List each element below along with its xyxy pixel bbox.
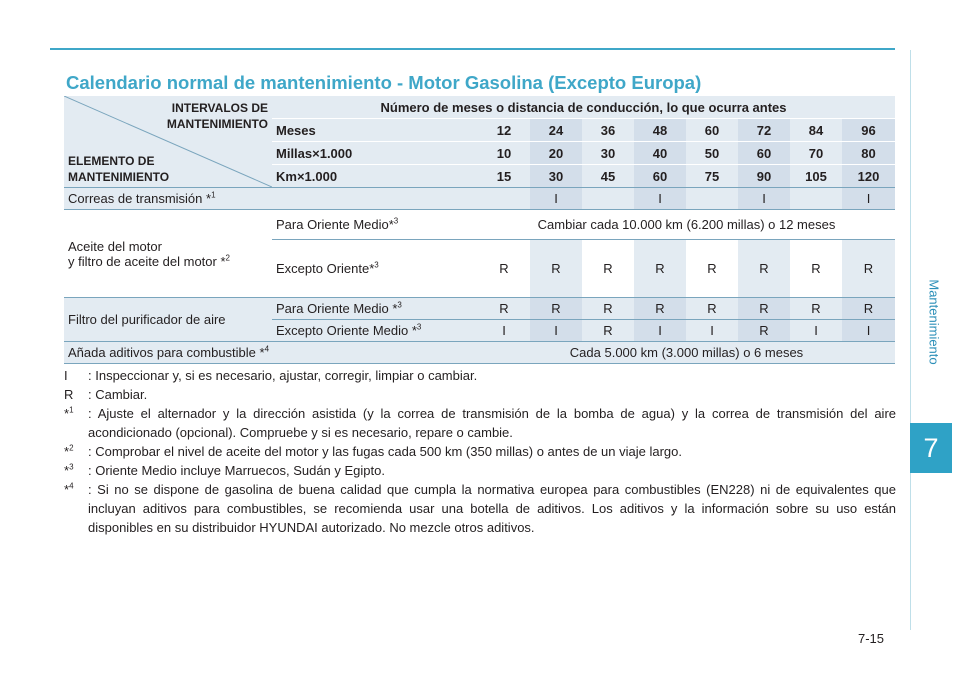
air-filter-middle-east-cell: R xyxy=(530,298,582,320)
note-item xyxy=(64,461,896,480)
oil-except-cell: R xyxy=(790,240,842,298)
air-filter-middle-east-mark: 3 xyxy=(397,300,402,310)
air-filter-except-cell: R xyxy=(582,320,634,342)
note-marker-text: R xyxy=(64,387,74,402)
oil-middle-east-label-text: Para Oriente Medio* xyxy=(276,217,394,232)
additives-row xyxy=(64,342,895,364)
km-cell: 45 xyxy=(582,165,634,188)
side-rule xyxy=(910,50,911,630)
air-filter-except-cell: I xyxy=(478,320,530,342)
air-filter-except-cell: I xyxy=(842,320,895,342)
chapter-tab: 7 xyxy=(910,423,952,473)
corner-bottom-line2: MANTENIMIENTO xyxy=(68,170,170,184)
air-filter-middle-east-cell: R xyxy=(582,298,634,320)
air-filter-except-cell: I xyxy=(686,320,738,342)
note-marker xyxy=(64,385,73,404)
oil-label-line1: Aceite del motor xyxy=(68,238,162,254)
note-item xyxy=(64,385,896,404)
note-text: : Ajuste el alternador y la dirección asistida (y la correa de transmisión de la bomba de agua) y la correa de transmisión del aire acondicionado (opcional). Compruebe y si es necesario, repare o cambie. xyxy=(88,406,896,440)
air-filter-middle-east-row xyxy=(64,298,895,320)
miles-cell: 10 xyxy=(478,142,530,165)
belts-cell xyxy=(582,188,634,210)
corner-top-line1: INTERVALOS DE xyxy=(171,101,268,115)
oil-except-cell: R xyxy=(842,240,895,298)
belts-cell: I xyxy=(530,188,582,210)
km-cell: 120 xyxy=(842,165,895,188)
months-label: Meses xyxy=(272,119,478,142)
oil-except-label xyxy=(272,240,478,298)
note-marker-text: * xyxy=(64,463,70,478)
oil-except-cell: R xyxy=(530,240,582,298)
air-filter-middle-east-cell: R xyxy=(790,298,842,320)
note-marker-text: * xyxy=(64,406,70,421)
air-filter-except-cell: I xyxy=(634,320,686,342)
note-marker-text: * xyxy=(64,482,70,497)
air-filter-except-cell: R xyxy=(738,320,790,342)
section-title: Calendario normal de mantenimiento - Motor Gasolina (Excepto Europa) xyxy=(66,72,702,93)
belts-cell: I xyxy=(842,188,895,210)
belts-row xyxy=(64,188,895,210)
km-cell: 30 xyxy=(530,165,582,188)
note-item xyxy=(64,366,896,385)
note-marker xyxy=(64,366,68,385)
km-cell: 60 xyxy=(634,165,686,188)
note-marker xyxy=(64,404,74,423)
oil-except-cell: R xyxy=(634,240,686,298)
air-filter-label: Filtro del purificador de aire xyxy=(64,298,272,342)
air-filter-except-mark: 3 xyxy=(416,322,422,332)
oil-label-line2: y filtro de aceite del motor * xyxy=(68,253,226,269)
months-cell: 72 xyxy=(738,119,790,142)
note-text: : Comprobar el nivel de aceite del motor y las fugas cada 500 km (350 millas) o antes de un viaje largo. xyxy=(88,444,682,459)
additives-label xyxy=(64,342,478,364)
oil-footnote-mark: 2 xyxy=(225,253,230,263)
note-marker-sup: 3 xyxy=(69,462,74,472)
months-cell: 60 xyxy=(686,119,738,142)
corner-item-label xyxy=(68,153,169,185)
air-filter-middle-east-cell: R xyxy=(634,298,686,320)
note-marker-text: I xyxy=(64,368,68,383)
section-side-label: Mantenimiento xyxy=(926,279,942,365)
miles-cell: 70 xyxy=(790,142,842,165)
oil-except-mark: 3 xyxy=(374,260,379,270)
note-marker-sup: 2 xyxy=(69,443,74,453)
km-label: Km×1.000 xyxy=(272,165,478,188)
note-marker xyxy=(64,461,74,480)
note-text: : Si no se dispone de gasolina de buena calidad que cumpla la normativa europea para combustibles (EN228) ni de equivalentes que incluyan aditivos para combustibles, se recomienda usar una botella de aditivos. Los aditivos y la información sobre su uso están disponibles en su distribuidor HYUNDAI autorizado. No mezcle otros aditivos. xyxy=(88,482,896,535)
belts-cell: I xyxy=(738,188,790,210)
months-cell: 36 xyxy=(582,119,634,142)
page-number: 7-15 xyxy=(858,631,885,646)
note-marker-sup: 1 xyxy=(69,405,74,415)
miles-cell: 30 xyxy=(582,142,634,165)
legend-notes xyxy=(64,366,896,537)
months-cell: 96 xyxy=(842,119,895,142)
additives-footnote-mark: 4 xyxy=(264,344,270,354)
km-cell: 105 xyxy=(790,165,842,188)
note-text: : Oriente Medio incluye Marruecos, Sudán y Egipto. xyxy=(88,463,385,478)
table-corner-cell xyxy=(64,96,272,188)
belts-cell xyxy=(686,188,738,210)
months-cell: 12 xyxy=(478,119,530,142)
air-filter-middle-east-cell: R xyxy=(738,298,790,320)
additives-label-text: Añada aditivos para combustible * xyxy=(68,345,265,360)
km-cell: 75 xyxy=(686,165,738,188)
additives-text: Cada 5.000 km (3.000 millas) o 6 meses xyxy=(478,342,895,364)
corner-bottom-line1: ELEMENTO DE xyxy=(68,154,155,168)
corner-interval-label xyxy=(167,100,268,132)
note-marker xyxy=(64,480,74,499)
oil-middle-east-mark: 3 xyxy=(393,216,399,226)
months-cell: 84 xyxy=(790,119,842,142)
miles-cell: 60 xyxy=(738,142,790,165)
oil-except-cell: R xyxy=(582,240,634,298)
air-filter-middle-east-cell: R xyxy=(478,298,530,320)
miles-label: Millas×1.000 xyxy=(272,142,478,165)
belts-label xyxy=(64,188,478,210)
oil-middle-east-row xyxy=(64,210,895,240)
air-filter-middle-east-label-text: Para Oriente Medio * xyxy=(276,301,398,316)
note-text: : Inspeccionar y, si es necesario, ajustar, corregir, limpiar o cambiar. xyxy=(88,368,478,383)
oil-except-cell: R xyxy=(738,240,790,298)
air-filter-middle-east-cell: R xyxy=(686,298,738,320)
belts-cell: I xyxy=(634,188,686,210)
air-filter-except-label xyxy=(272,320,478,342)
oil-except-cell: R xyxy=(686,240,738,298)
note-marker-sup: 4 xyxy=(69,481,74,491)
oil-middle-east-label xyxy=(272,210,478,240)
miles-cell: 20 xyxy=(530,142,582,165)
belts-cell xyxy=(478,188,530,210)
note-text: : Cambiar. xyxy=(88,387,148,402)
air-filter-except-cell: I xyxy=(790,320,842,342)
months-cell: 24 xyxy=(530,119,582,142)
note-item xyxy=(64,442,896,461)
km-cell: 15 xyxy=(478,165,530,188)
air-filter-except-label-text: Excepto Oriente Medio * xyxy=(276,323,417,338)
corner-top-line2: MANTENIMIENTO xyxy=(166,117,268,131)
maintenance-schedule-table xyxy=(64,96,895,364)
belts-cell xyxy=(790,188,842,210)
belts-footnote-mark: 1 xyxy=(211,190,216,200)
air-filter-middle-east-cell: R xyxy=(842,298,895,320)
note-item xyxy=(64,480,896,537)
oil-label xyxy=(64,210,272,298)
note-marker xyxy=(64,442,74,461)
months-cell: 48 xyxy=(634,119,686,142)
header-rule xyxy=(50,48,895,50)
km-cell: 90 xyxy=(738,165,790,188)
miles-cell: 40 xyxy=(634,142,686,165)
miles-cell: 80 xyxy=(842,142,895,165)
oil-middle-east-text: Cambiar cada 10.000 km (6.200 millas) o 12 meses xyxy=(478,210,895,240)
oil-except-label-text: Excepto Oriente* xyxy=(276,261,375,276)
note-item xyxy=(64,404,896,442)
air-filter-middle-east-label xyxy=(272,298,478,320)
note-marker-text: * xyxy=(64,444,70,459)
miles-cell: 50 xyxy=(686,142,738,165)
header-title: Número de meses o distancia de conducción, lo que ocurra antes xyxy=(272,96,895,119)
oil-except-cell: R xyxy=(478,240,530,298)
air-filter-except-cell: I xyxy=(530,320,582,342)
belts-label-text: Correas de transmisión * xyxy=(68,191,212,206)
